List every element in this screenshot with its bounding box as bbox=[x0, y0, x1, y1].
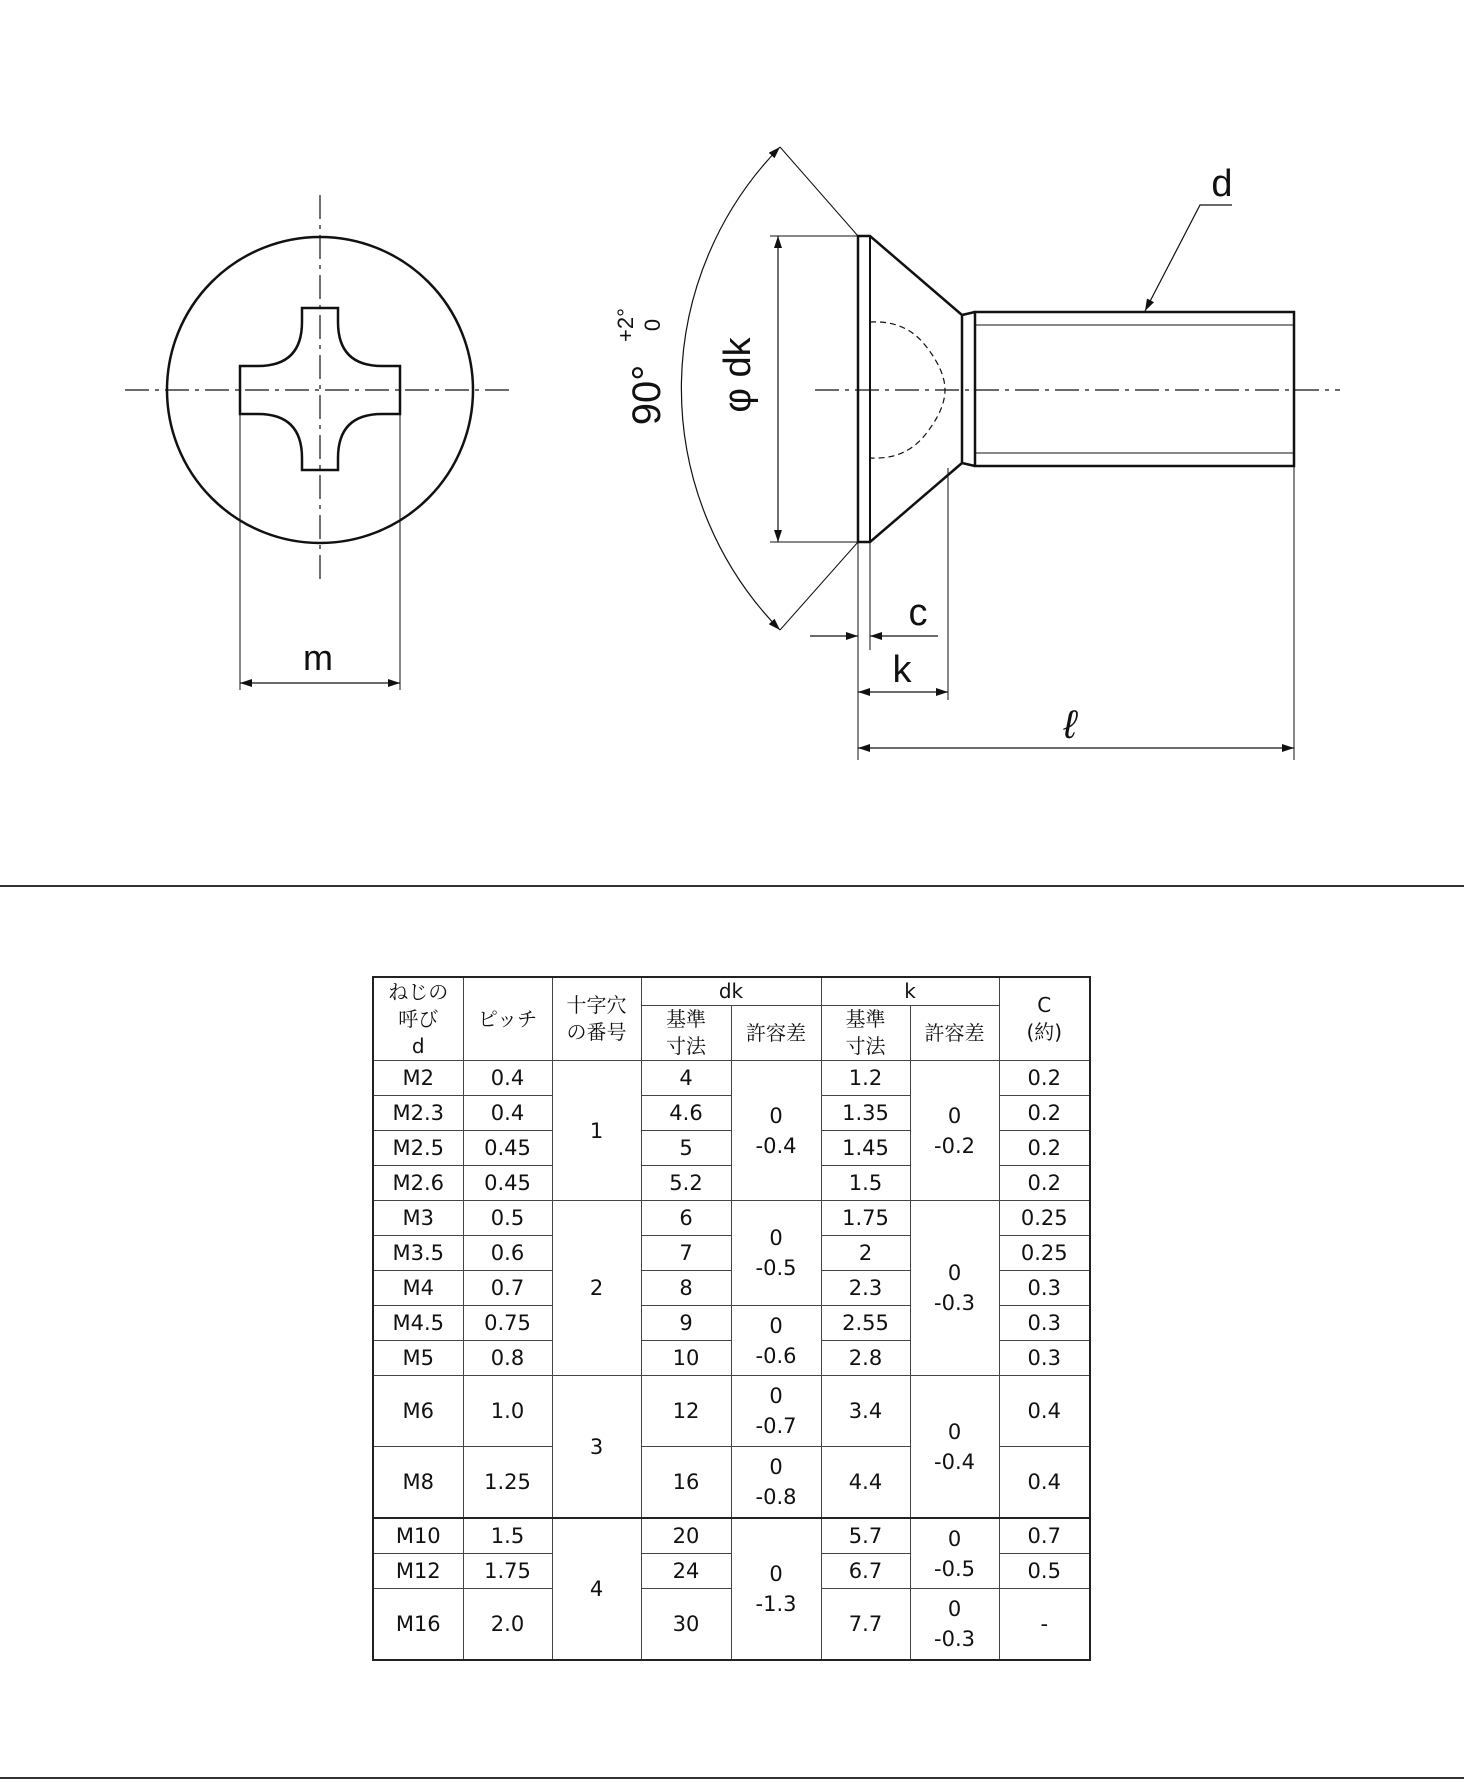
cell-dk: 4 bbox=[641, 1061, 731, 1096]
head-top-view bbox=[125, 195, 515, 690]
cell-c: 0.4 bbox=[999, 1447, 1090, 1519]
tol-lower: -0.5 bbox=[934, 1556, 975, 1581]
cell-k: 3.4 bbox=[821, 1376, 910, 1447]
separator-bottom bbox=[0, 1777, 1464, 1779]
tol-lower: -0.4 bbox=[934, 1449, 975, 1474]
tol-upper: 0 bbox=[769, 1384, 783, 1408]
tol-upper: 0 bbox=[769, 1313, 783, 1338]
screw-side-view bbox=[681, 147, 1340, 760]
cell-c: 0.2 bbox=[999, 1131, 1090, 1166]
cell-d: M2.5 bbox=[373, 1131, 463, 1166]
cell-k: 1.2 bbox=[821, 1061, 910, 1096]
cell-pitch: 1.0 bbox=[463, 1376, 552, 1447]
cell-c: 0.3 bbox=[999, 1271, 1090, 1306]
header-dk-tolerance: 許容差 bbox=[731, 1006, 821, 1061]
cell-k: 2 bbox=[821, 1236, 910, 1271]
cell-pitch: 0.45 bbox=[463, 1131, 552, 1166]
cell-pitch: 0.75 bbox=[463, 1306, 552, 1341]
header-row-1 bbox=[373, 977, 1090, 1006]
header-pitch: ピッチ bbox=[463, 977, 552, 1061]
screw-drawing bbox=[0, 0, 1464, 880]
cell-k: 1.45 bbox=[821, 1131, 910, 1166]
table-row bbox=[373, 1376, 1090, 1447]
cell-k: 4.4 bbox=[821, 1447, 910, 1519]
tol-upper: 0 bbox=[947, 1419, 962, 1444]
cell-pitch: 2.0 bbox=[463, 1589, 552, 1661]
header-dk: dk bbox=[641, 977, 821, 1006]
cell-pitch: 0.5 bbox=[463, 1201, 552, 1236]
cell-dk: 20 bbox=[641, 1518, 731, 1554]
cell-k-tolerance bbox=[910, 1061, 999, 1201]
angle-label: 90° bbox=[625, 364, 669, 426]
cell-dk: 5.2 bbox=[641, 1166, 731, 1201]
cell-pitch: 0.4 bbox=[463, 1096, 552, 1131]
cell-k-tolerance bbox=[910, 1201, 999, 1376]
header-nominal-line-3: d bbox=[411, 1033, 425, 1058]
header-k-base-line-2: 寸法 bbox=[845, 1034, 886, 1058]
cell-k: 1.35 bbox=[821, 1096, 910, 1131]
cell-c: 0.7 bbox=[999, 1518, 1090, 1554]
header-dk-base-line-1: 基準 bbox=[666, 1007, 706, 1031]
tol-upper: 0 bbox=[947, 1261, 962, 1285]
cell-c: 0.2 bbox=[999, 1061, 1090, 1096]
tol-upper: 0 bbox=[769, 1455, 783, 1479]
cell-c: 0.2 bbox=[999, 1166, 1090, 1201]
separator-top bbox=[0, 885, 1464, 887]
cell-dk: 6 bbox=[641, 1201, 731, 1236]
cell-k-tolerance bbox=[910, 1589, 999, 1661]
cell-d: M4 bbox=[373, 1271, 463, 1306]
tol-upper: 0 bbox=[947, 1526, 962, 1551]
tol-lower: -0.2 bbox=[934, 1133, 975, 1158]
tol-lower: -0.4 bbox=[755, 1133, 797, 1158]
table-row bbox=[373, 1518, 1090, 1554]
cell-pitch: 0.6 bbox=[463, 1236, 552, 1271]
tol-lower: -1.3 bbox=[755, 1592, 797, 1616]
cell-pitch: 0.4 bbox=[463, 1061, 552, 1096]
cell-d: M5 bbox=[373, 1341, 463, 1376]
cell-k: 7.7 bbox=[821, 1589, 910, 1661]
header-k-tolerance: 許容差 bbox=[910, 1006, 999, 1061]
tol-lower: -0.3 bbox=[934, 1291, 975, 1315]
cell-d: M2.3 bbox=[373, 1096, 463, 1131]
cell-d: M8 bbox=[373, 1447, 463, 1519]
shank-chamfer-bottom bbox=[962, 463, 975, 466]
cell-dk: 5 bbox=[641, 1131, 731, 1166]
l-label: ℓ bbox=[1063, 703, 1077, 747]
cell-dk: 10 bbox=[641, 1341, 731, 1376]
tol-lower: -0.3 bbox=[934, 1627, 975, 1651]
header-recess bbox=[552, 977, 641, 1061]
dimension-table bbox=[372, 976, 1091, 1661]
cell-d: M10 bbox=[373, 1518, 463, 1554]
header-dk-base-line-2: 寸法 bbox=[666, 1034, 706, 1058]
cell-c: 0.5 bbox=[999, 1554, 1090, 1589]
cell-recess: 4 bbox=[552, 1518, 641, 1660]
cell-dk-tolerance bbox=[731, 1518, 821, 1660]
table-row bbox=[373, 1201, 1090, 1236]
header-recess-line-2: の番号 bbox=[566, 1020, 627, 1044]
cell-dk-tolerance bbox=[731, 1201, 821, 1306]
shank-outline bbox=[975, 312, 1294, 466]
m-label: m bbox=[303, 637, 333, 678]
cell-d: M16 bbox=[373, 1589, 463, 1661]
cell-k: 6.7 bbox=[821, 1554, 910, 1589]
cell-dk: 30 bbox=[641, 1589, 731, 1661]
cell-dk: 8 bbox=[641, 1271, 731, 1306]
angle-upper-tolerance: +2° bbox=[613, 308, 638, 342]
cell-dk: 4.6 bbox=[641, 1096, 731, 1131]
cell-dk-tolerance bbox=[731, 1447, 821, 1519]
cell-c: 0.25 bbox=[999, 1236, 1090, 1271]
cell-dk: 12 bbox=[641, 1376, 731, 1447]
cell-pitch: 1.5 bbox=[463, 1518, 552, 1554]
tol-lower: -0.8 bbox=[755, 1485, 797, 1509]
tol-upper: 0 bbox=[769, 1226, 783, 1250]
c-label: c bbox=[908, 592, 928, 634]
header-c bbox=[999, 977, 1090, 1061]
cell-d: M12 bbox=[373, 1554, 463, 1589]
tol-lower: -0.6 bbox=[755, 1343, 797, 1368]
tol-upper: 0 bbox=[947, 1103, 962, 1128]
cell-k: 2.55 bbox=[821, 1306, 910, 1341]
header-k-base bbox=[821, 1006, 910, 1061]
cell-k-tolerance bbox=[910, 1376, 999, 1519]
cell-c: 0.4 bbox=[999, 1376, 1090, 1447]
cell-c: - bbox=[999, 1589, 1090, 1661]
cell-dk-tolerance bbox=[731, 1306, 821, 1376]
header-k: k bbox=[821, 977, 999, 1006]
cell-pitch: 1.25 bbox=[463, 1447, 552, 1519]
header-recess-line-1: 十字穴 bbox=[566, 993, 627, 1017]
cell-dk: 7 bbox=[641, 1236, 731, 1271]
header-nominal bbox=[373, 977, 463, 1061]
header-nominal-line-2: 呼び bbox=[398, 1006, 439, 1031]
angle-extension-bottom bbox=[780, 542, 858, 630]
tol-upper: 0 bbox=[769, 1562, 783, 1586]
header-c-line-2: (約) bbox=[1026, 1020, 1063, 1044]
cell-k: 2.3 bbox=[821, 1271, 910, 1306]
cell-c: 0.3 bbox=[999, 1341, 1090, 1376]
tol-upper: 0 bbox=[947, 1597, 962, 1621]
cell-k: 1.75 bbox=[821, 1201, 910, 1236]
header-k-base-line-1: 基準 bbox=[845, 1007, 886, 1031]
cell-dk: 9 bbox=[641, 1306, 731, 1341]
shank-chamfer-top bbox=[962, 312, 975, 315]
k-label: k bbox=[892, 649, 912, 691]
cell-d: M3.5 bbox=[373, 1236, 463, 1271]
cell-pitch: 0.7 bbox=[463, 1271, 552, 1306]
tol-lower: -0.7 bbox=[755, 1414, 797, 1438]
cell-k-tolerance bbox=[910, 1518, 999, 1589]
head-side-outline bbox=[858, 236, 962, 542]
header-nominal-line-1: ねじの bbox=[388, 979, 449, 1004]
cell-c: 0.2 bbox=[999, 1096, 1090, 1131]
cell-d: M4.5 bbox=[373, 1306, 463, 1341]
cell-dk: 24 bbox=[641, 1554, 731, 1589]
angle-extension-top bbox=[780, 147, 858, 236]
cell-k: 2.8 bbox=[821, 1341, 910, 1376]
cell-d: M2.6 bbox=[373, 1166, 463, 1201]
cell-k: 1.5 bbox=[821, 1166, 910, 1201]
cell-d: M6 bbox=[373, 1376, 463, 1447]
cell-recess: 1 bbox=[552, 1061, 641, 1201]
cell-dk: 16 bbox=[641, 1447, 731, 1519]
cell-d: M2 bbox=[373, 1061, 463, 1096]
tol-upper: 0 bbox=[769, 1103, 783, 1128]
cell-pitch: 0.8 bbox=[463, 1341, 552, 1376]
cell-c: 0.25 bbox=[999, 1201, 1090, 1236]
cell-c: 0.3 bbox=[999, 1306, 1090, 1341]
header-dk-base bbox=[641, 1006, 731, 1061]
cell-k: 5.7 bbox=[821, 1518, 910, 1554]
header-c-line-1: C bbox=[1037, 993, 1052, 1017]
cell-pitch: 1.75 bbox=[463, 1554, 552, 1589]
table-row bbox=[373, 1061, 1090, 1096]
cell-pitch: 0.45 bbox=[463, 1166, 552, 1201]
cell-recess: 3 bbox=[552, 1376, 641, 1519]
d-leader bbox=[1145, 205, 1232, 311]
cell-recess: 2 bbox=[552, 1201, 641, 1376]
cell-d: M3 bbox=[373, 1201, 463, 1236]
cell-dk-tolerance bbox=[731, 1061, 821, 1201]
d-label: d bbox=[1211, 163, 1233, 205]
cell-dk-tolerance bbox=[731, 1376, 821, 1447]
angle-lower-tolerance: 0 bbox=[640, 318, 665, 332]
dk-label: φ dk bbox=[717, 337, 759, 413]
tol-lower: -0.5 bbox=[755, 1256, 797, 1280]
